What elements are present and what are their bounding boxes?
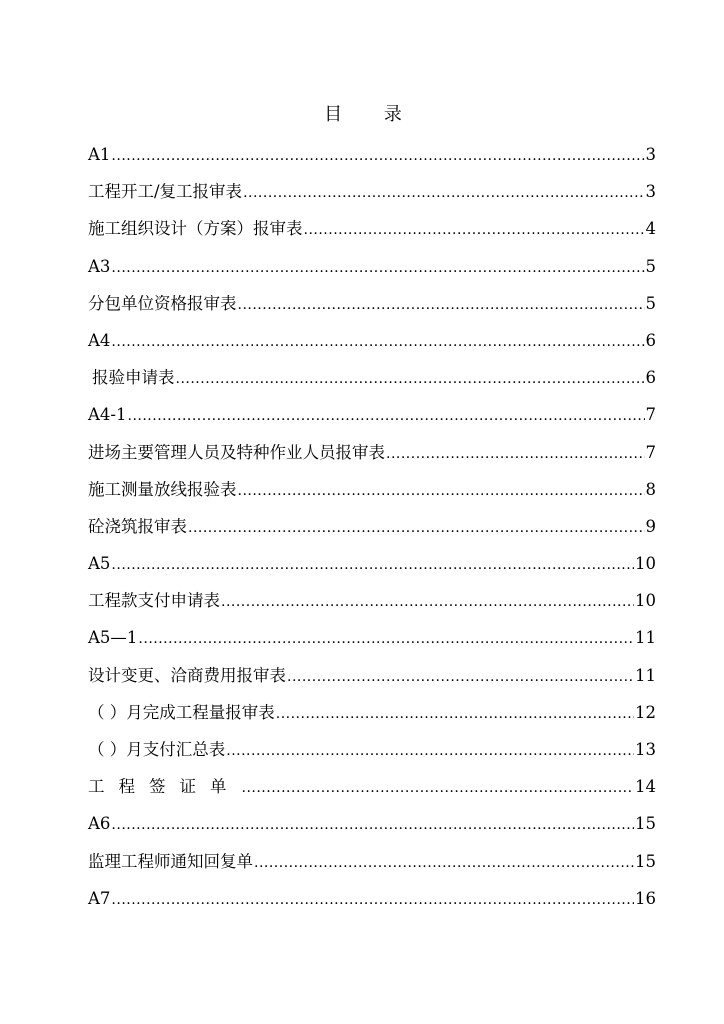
toc-entry-text: A1 bbox=[88, 145, 111, 164]
toc-entry[interactable] bbox=[88, 694, 656, 731]
toc-entry-page: 4 bbox=[645, 219, 656, 239]
toc-leader-dots bbox=[304, 212, 645, 249]
toc-entry-text: A5—1 bbox=[88, 628, 138, 648]
toc-entry-text: 施工测量放线报验表 bbox=[88, 479, 237, 499]
toc-entry[interactable] bbox=[88, 768, 656, 805]
toc-leader-dots bbox=[226, 733, 634, 770]
toc-title: 目 录 bbox=[324, 104, 420, 125]
toc-entry-page: 10 bbox=[635, 591, 656, 611]
toc-entry-page: 6 bbox=[645, 368, 656, 388]
toc-entry[interactable] bbox=[88, 657, 656, 694]
toc-entry-page: 3 bbox=[645, 182, 656, 202]
toc-entry-text: 分包单位资格报审表 bbox=[88, 293, 237, 313]
toc-entry-page: 14 bbox=[635, 777, 656, 797]
toc-entry-page: 3 bbox=[645, 145, 656, 164]
toc-entry-text: 砼浇筑报审表 bbox=[88, 516, 187, 536]
toc-entry[interactable] bbox=[88, 136, 656, 173]
toc-entry-text: 报验申请表 bbox=[92, 368, 175, 388]
toc-entry-text: 工程款支付申请表 bbox=[88, 591, 220, 611]
toc-entry-text: A6 bbox=[88, 814, 111, 834]
toc-leader-dots bbox=[188, 510, 645, 547]
toc-entry[interactable] bbox=[88, 359, 656, 396]
toc-entry[interactable] bbox=[88, 619, 656, 656]
toc-entry-text: 进场主要管理人员及特种作业人员报审表 bbox=[88, 442, 385, 462]
toc-entry[interactable] bbox=[88, 322, 656, 359]
toc-entry-page: 6 bbox=[645, 330, 656, 350]
toc-entry[interactable] bbox=[88, 210, 656, 247]
toc-leader-dots bbox=[111, 807, 634, 844]
toc-entry[interactable] bbox=[88, 843, 656, 880]
toc-entry-text: （ ）月完成工程量报审表 bbox=[88, 702, 275, 722]
toc-entry-page: 15 bbox=[635, 851, 656, 871]
toc-entry[interactable] bbox=[88, 396, 656, 433]
toc-entry-text: 工程签证单 bbox=[88, 777, 241, 797]
toc-entry-text: A4-1 bbox=[88, 405, 127, 425]
toc-leader-dots bbox=[111, 547, 634, 584]
toc-entry-page: 7 bbox=[645, 442, 656, 462]
toc-entry-page: 8 bbox=[645, 479, 656, 499]
toc-entry[interactable] bbox=[88, 248, 656, 285]
toc-entry-text: （ ）月支付汇总表 bbox=[88, 740, 226, 759]
toc-entry-text: 监理工程师通知回复单 bbox=[88, 851, 253, 871]
toc-entry-page: 5 bbox=[645, 293, 656, 313]
toc-leader-dots bbox=[221, 584, 634, 621]
toc-entry-page: 10 bbox=[635, 554, 656, 574]
toc-entry-text: 施工组织设计（方案）报审表 bbox=[88, 219, 303, 239]
toc-entry-text: A7 bbox=[88, 888, 111, 908]
toc-entry[interactable] bbox=[88, 545, 656, 582]
toc-list bbox=[88, 136, 656, 917]
toc-entry-page: 15 bbox=[635, 814, 656, 834]
toc-entry[interactable] bbox=[88, 731, 656, 768]
toc-entry[interactable] bbox=[88, 471, 656, 508]
toc-entry[interactable] bbox=[88, 285, 656, 322]
toc-entry-page: 7 bbox=[645, 405, 656, 425]
toc-entry-text: A4 bbox=[88, 330, 111, 350]
toc-entry-page: 12 bbox=[635, 702, 656, 722]
toc-entry-text: 工程开工/复工报审表 bbox=[88, 182, 243, 202]
toc-entry[interactable] bbox=[88, 434, 656, 471]
toc-entry[interactable] bbox=[88, 880, 656, 917]
toc-leader-dots bbox=[242, 770, 635, 807]
toc-leader-dots bbox=[176, 361, 645, 398]
toc-entry[interactable] bbox=[88, 582, 656, 619]
toc-leader-dots bbox=[111, 138, 644, 175]
toc-leader-dots bbox=[386, 436, 645, 473]
toc-entry-page: 11 bbox=[635, 665, 656, 685]
toc-entry-page: 11 bbox=[635, 628, 656, 648]
toc-leader-dots bbox=[243, 175, 644, 212]
toc-leader-dots bbox=[128, 398, 645, 435]
toc-entry-text: 设计变更、洽商费用报审表 bbox=[88, 665, 286, 685]
toc-entry-text: A5 bbox=[88, 554, 111, 574]
toc-leader-dots bbox=[238, 473, 645, 510]
toc-leader-dots bbox=[287, 659, 634, 696]
toc-leader-dots bbox=[238, 287, 645, 324]
toc-entry-page: 16 bbox=[635, 888, 656, 908]
toc-leader-dots bbox=[111, 882, 634, 919]
toc-entry[interactable] bbox=[88, 805, 656, 842]
toc-entry-page: 13 bbox=[635, 740, 656, 759]
toc-leader-dots bbox=[111, 324, 644, 361]
toc-entry-text: A3 bbox=[88, 256, 111, 276]
toc-entry-page: 9 bbox=[645, 516, 656, 536]
toc-leader-dots bbox=[138, 621, 634, 658]
toc-entry[interactable] bbox=[88, 173, 656, 210]
toc-entry-page: 5 bbox=[645, 256, 656, 276]
toc-leader-dots bbox=[276, 696, 634, 733]
toc-leader-dots bbox=[254, 845, 634, 882]
toc-leader-dots bbox=[111, 250, 644, 287]
toc-entry[interactable] bbox=[88, 508, 656, 545]
